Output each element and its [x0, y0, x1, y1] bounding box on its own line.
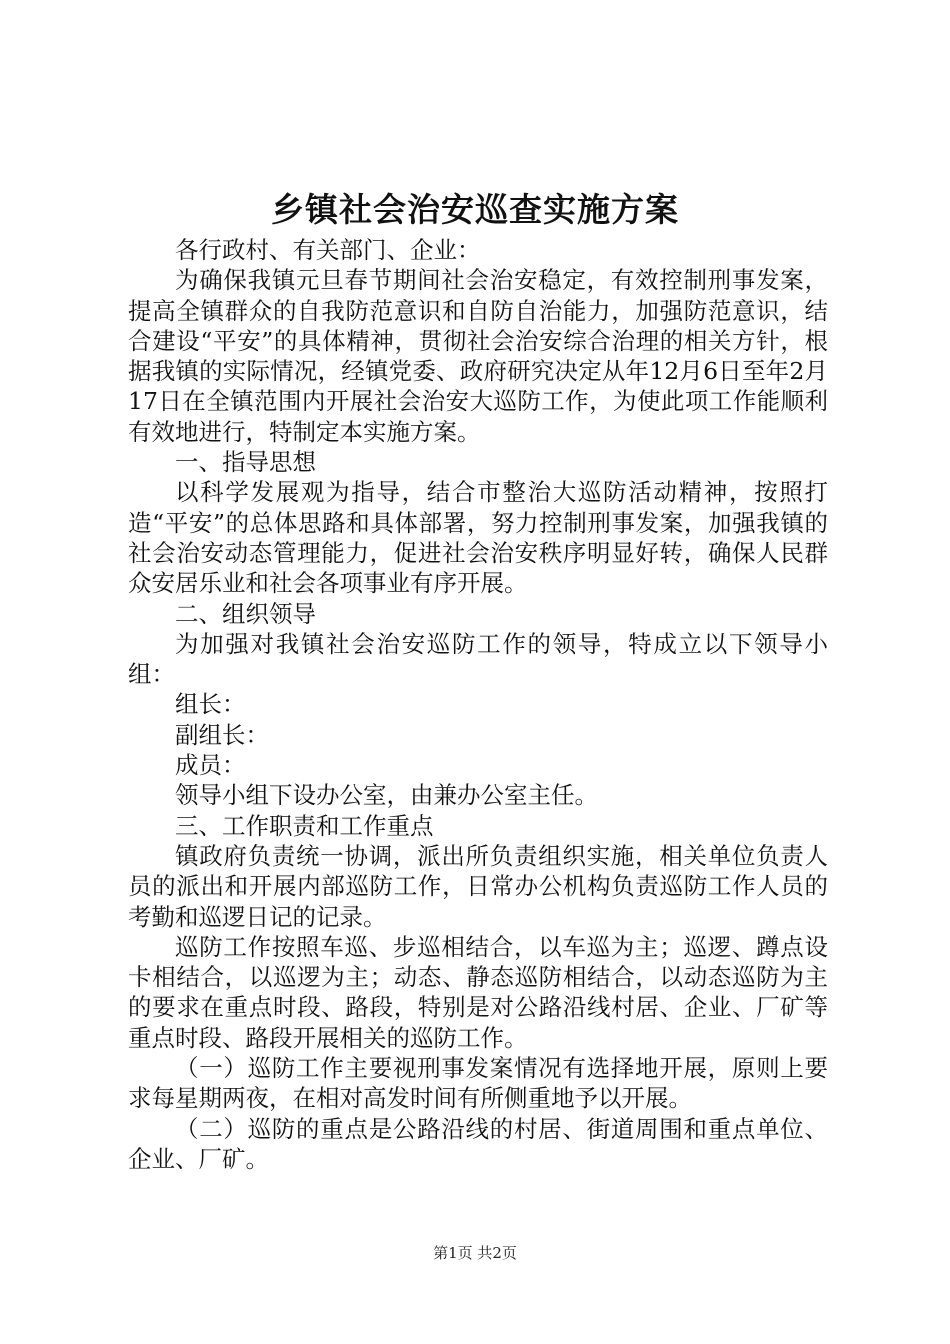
- section-heading-duties: 三、工作职责和工作重点: [175, 811, 434, 840]
- paragraph-intro: 为确保我镇元旦春节期间社会治安稳定，有效控制刑事发案，提高全镇群众的自我防范意识和自防自治能力，加强防范意识，结合建设“平安”的具体精神，贯彻社会治安综合治理的相关方针，根据我镇的实际情况，经镇党委、政府研究决定从年12月6日至年2月17日在全镇范围内开展社会治安大巡防工作，为使此项工作能顺利有效地进行，特制定本实施方案。: [128, 266, 828, 446]
- document-title: 乡镇社会治安巡查实施方案: [271, 190, 679, 229]
- page-number-footer: 第1页 共2页: [433, 1244, 517, 1262]
- section-heading-organization: 二、组织领导: [175, 599, 316, 628]
- office-line: 领导小组下设办公室，由兼办公室主任。: [175, 781, 598, 810]
- section-heading-guiding-thought: 一、指导思想: [175, 448, 316, 477]
- paragraph-organization: 为加强对我镇社会治安巡防工作的领导，特成立以下领导小组：: [128, 629, 828, 689]
- salutation: 各行政村、有关部门、企业：: [175, 236, 481, 264]
- deputy-leader-line: 副组长：: [175, 720, 269, 749]
- group-leader-line: 组长：: [175, 690, 246, 719]
- paragraph-item-one: （一）巡防工作主要视刑事发案情况有选择地开展，原则上要求每星期两夜，在相对高发时间有所侧重地予以开展。: [128, 1054, 828, 1113]
- paragraph-duties: 镇政府负责统一协调，派出所负责组织实施，相关单位负责人员的派出和开展内部巡防工作，日常办公机构负责巡防工作人员的考勤和巡逻日记的记录。: [128, 841, 828, 931]
- paragraph-guiding-thought: 以科学发展观为指导，结合市整治大巡防活动精神，按照打造“平安”的总体思路和具体部署，努力控制刑事发案，加强我镇的社会治安动态管理能力，促进社会治安秩序明显好转，确保人民群众安居乐业和社会各项事业有序开展。: [128, 478, 828, 598]
- paragraph-item-two: （二）巡防的重点是公路沿线的村居、街道周围和重点单位、企业、厂矿。: [128, 1114, 828, 1173]
- document-body: [128, 235, 828, 1174]
- paragraph-patrol-methods: 巡防工作按照车巡、步巡相结合，以车巡为主；巡逻、蹲点设卡相结合，以巡逻为主；动态、静态巡防相结合，以动态巡防为主的要求在重点时段、路段，特别是对公路沿线村居、企业、厂矿等重点时段、路段开展相关的巡防工作。: [128, 932, 828, 1052]
- members-line: 成员：: [175, 751, 246, 780]
